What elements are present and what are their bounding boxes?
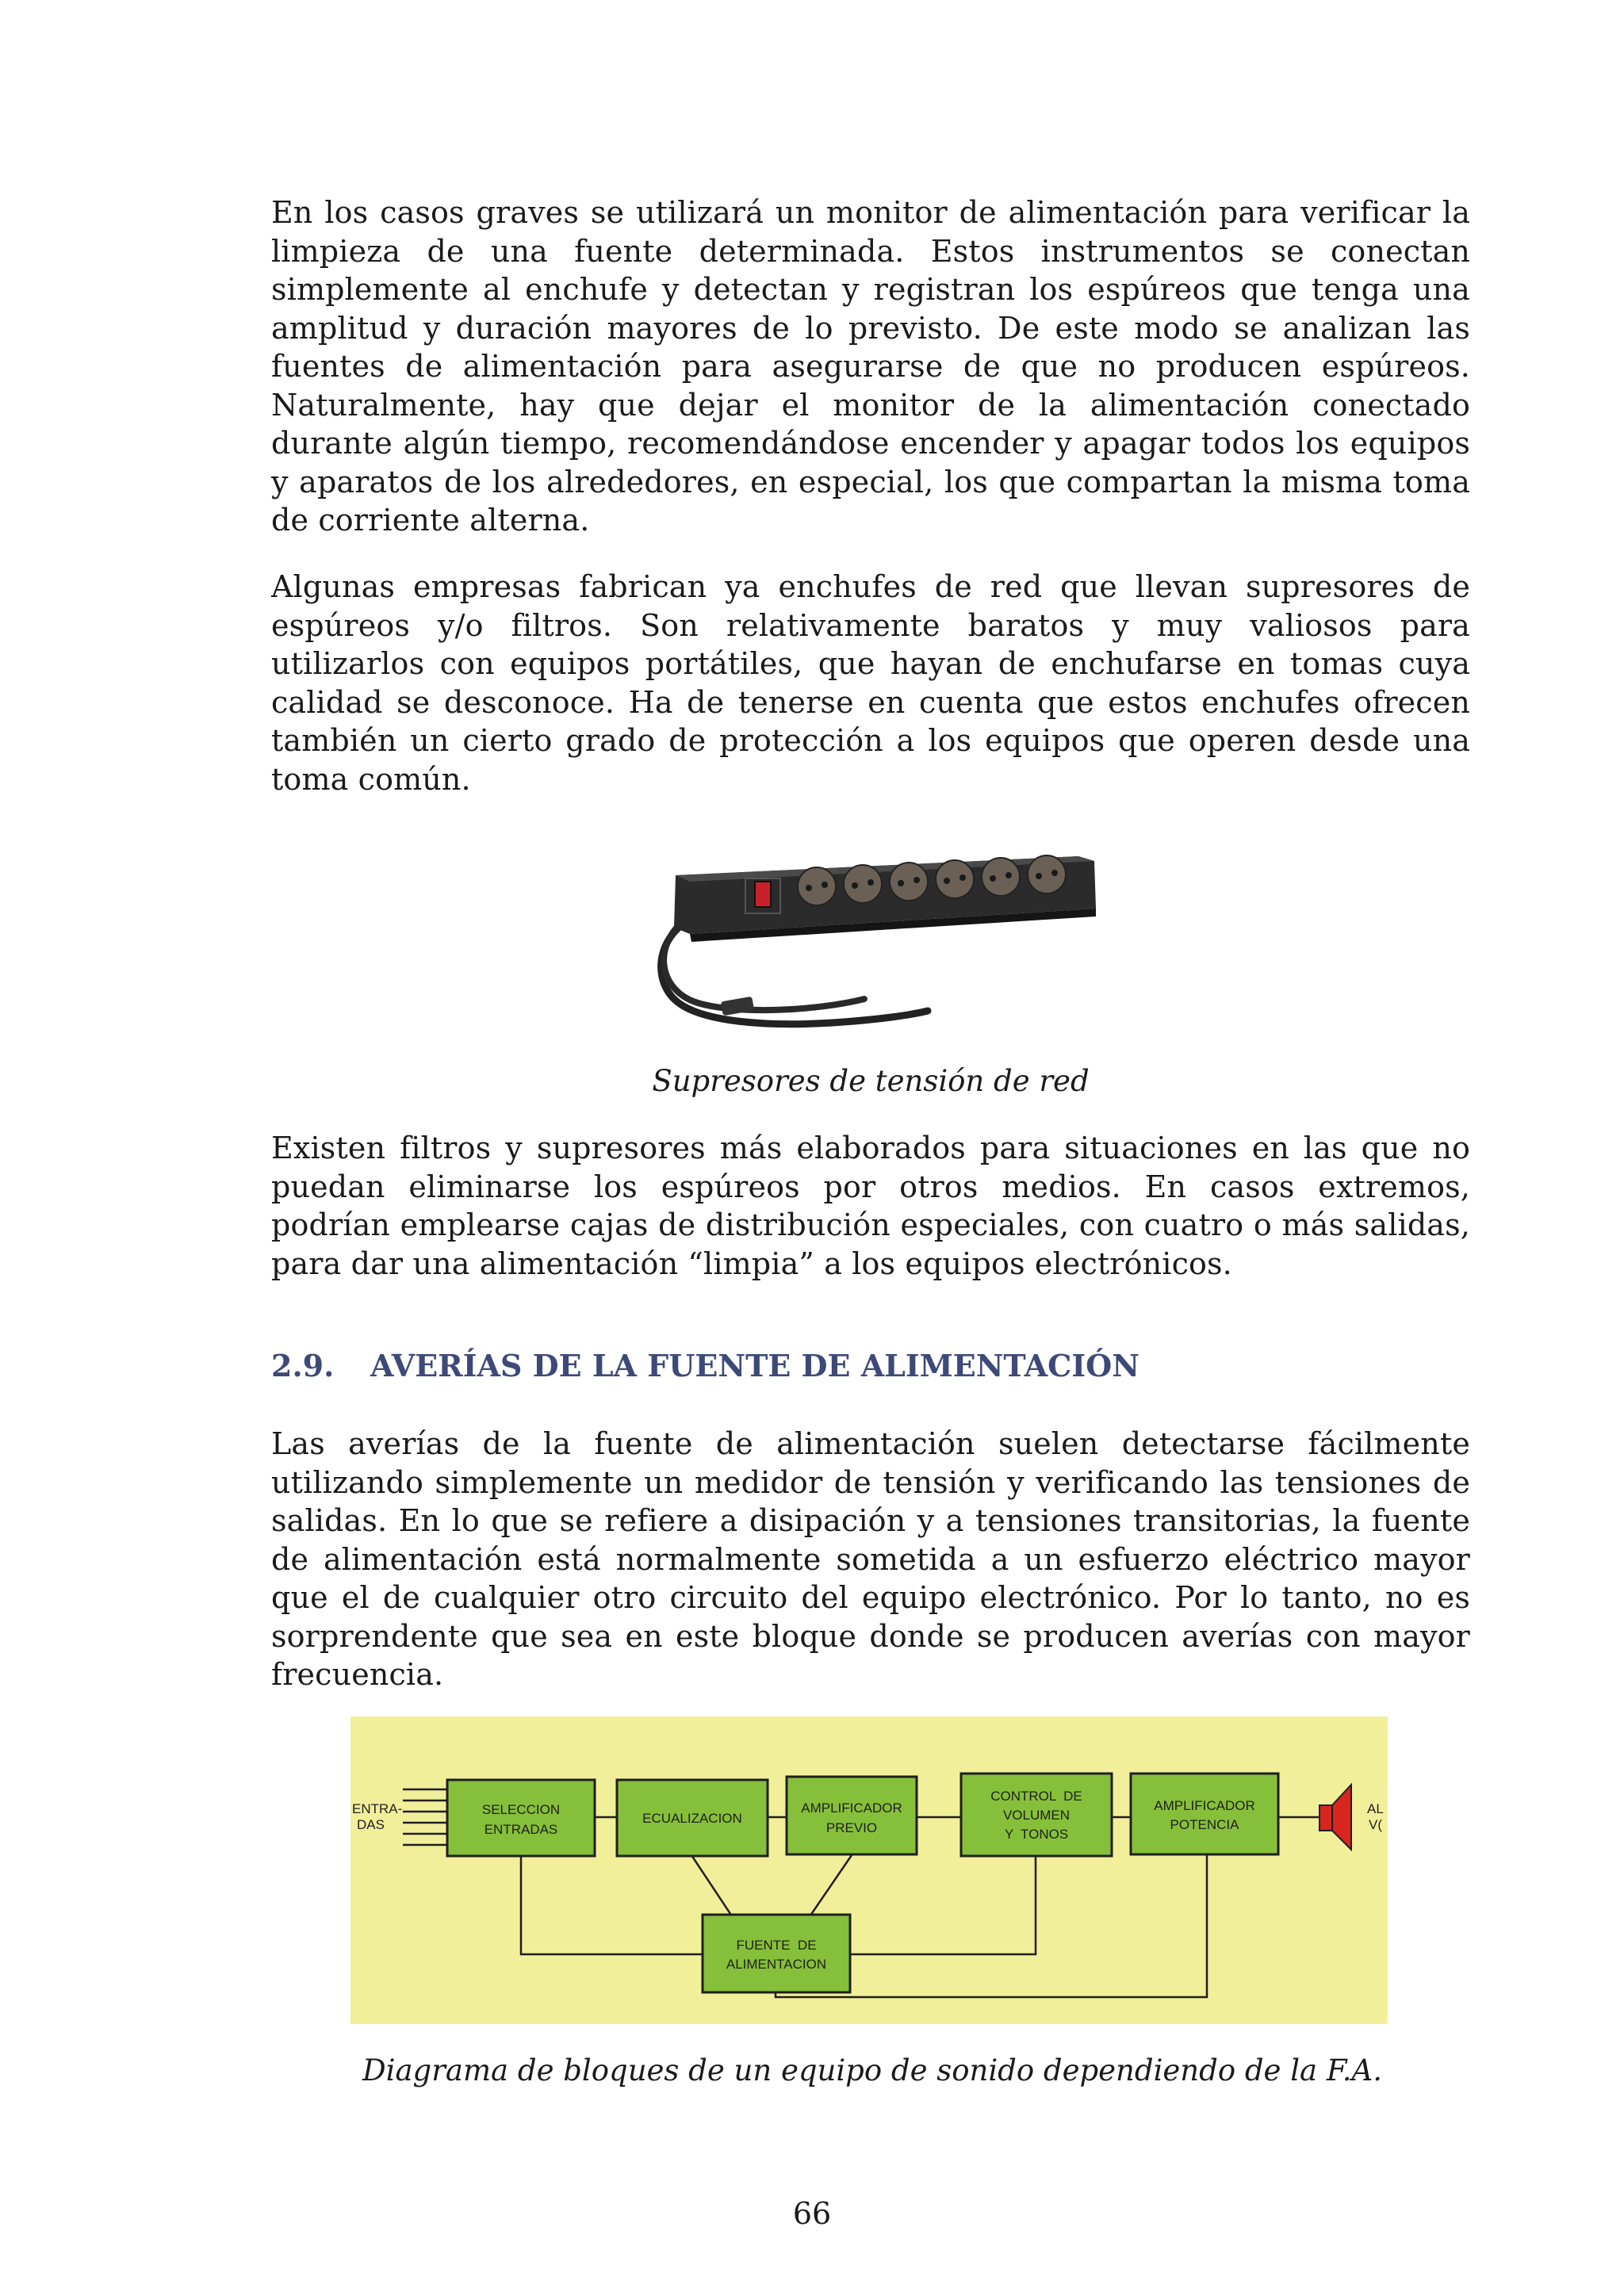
section-title: AVERÍAS DE LA FUENTE DE ALIMENTACIÓN bbox=[370, 1348, 1139, 1383]
input-label-line1: ENTRA- bbox=[352, 1801, 403, 1816]
block-potencia-label-1: AMPLIFICADOR bbox=[1154, 1798, 1255, 1813]
block-fuente-label-1: FUENTE DE bbox=[736, 1938, 817, 1953]
block-fuente-label-2: ALIMENTACION bbox=[726, 1957, 827, 1972]
paragraph-enchufes-supresores: Algunas empresas fabrican ya enchufes de red que llevan supresores de espúreos y/o filtros. Son relativamente baratos y muy valiosos para utilizarlos con equipos portátiles, que hayan de enchufarse en tomas cuya calidad se desconoce. Ha de tenerse en cuenta que estos enchufes ofrecen también un cierto grado de protección a los equipos que operen desde una toma común. bbox=[271, 569, 1470, 797]
block-control-label-1: CONTROL DE bbox=[990, 1789, 1082, 1804]
paragraph-monitor-alimentacion: En los casos graves se utilizará un monitor de alimentación para verificar la limpieza de una fuente determinada. Estos instrumentos se conectan simplemente al enchufe y detectan y registran los espúreos que tenga una amplitud y duración mayores de lo previsto. De este modo se analizan las fuentes de alimentación para asegurarse de que no producen espúreos. Naturalmente, hay que dejar el monitor de la alimentación conectado durante algún tiempo, recomendándose encender y apagar todos los equipos y aparatos de los alrededores, en especial, los que compartan la misma toma de corriente alterna. bbox=[271, 195, 1470, 538]
block-seleccion-label-2: ENTRADAS bbox=[484, 1822, 558, 1837]
paragraph-filtros-supresores: Existen filtros y supresores más elaborados para situaciones en las que no puedan eliminarse los espúreos por otros medios. En casos extremos, podrían emplearse cajas de distribución especiales, con cuatro o más salidas, para dar una alimentación “limpia” a los equipos electrónicos. bbox=[271, 1131, 1470, 1281]
block-previo-label-2: PREVIO bbox=[825, 1820, 878, 1835]
block-ecualizacion-label: ECUALIZACION bbox=[642, 1811, 742, 1826]
block-fuente-alimentacion bbox=[703, 1915, 850, 1992]
block-control-label-2: VOLUMEN bbox=[1002, 1808, 1071, 1823]
block-potencia-label-2: POTENCIA bbox=[1170, 1817, 1239, 1832]
block-control-label-3: Y TONOS bbox=[1004, 1827, 1069, 1842]
block-diagram bbox=[350, 1716, 1388, 2024]
paragraph-averias: Las averías de la fuente de alimentación suelen detectarse fácilmente utilizando simplemente un medidor de tensión y verificando las tensiones de salidas. En lo que se refiere a disipación y a tensiones transitorias, la fuente de alimentación está normalmente sometida a un esfuerzo eléctrico mayor que el de cualquier otro circuito del equipo electrónico. Por lo tanto, no es sorprendente que sea en este bloque donde se producen averías con mayor frecuencia. bbox=[271, 1426, 1470, 1692]
page-number: 66 bbox=[792, 2196, 832, 2231]
block-seleccion-entradas bbox=[447, 1780, 595, 1856]
diagram-background bbox=[350, 1716, 1388, 2024]
block-seleccion-label-1: SELECCION bbox=[481, 1802, 561, 1817]
block-previo-label-1: AMPLIFICADOR bbox=[801, 1800, 902, 1816]
input-label-line2: DAS bbox=[357, 1817, 385, 1832]
section-heading bbox=[271, 1348, 1139, 1383]
block-amplificador-potencia bbox=[1131, 1774, 1278, 1854]
caption-block-diagram: Diagrama de bloques de un equipo de sonido dependiendo de la F.A. bbox=[362, 2053, 1383, 2087]
output-label-line2: V( bbox=[1369, 1817, 1382, 1832]
caption-power-strip: Supresores de tensión de red bbox=[652, 1064, 1090, 1098]
block-amplificador-previo bbox=[787, 1777, 917, 1854]
section-number: 2.9. bbox=[271, 1348, 335, 1383]
output-label-line1: AL bbox=[1367, 1801, 1384, 1816]
power-strip-image bbox=[626, 840, 1118, 1031]
